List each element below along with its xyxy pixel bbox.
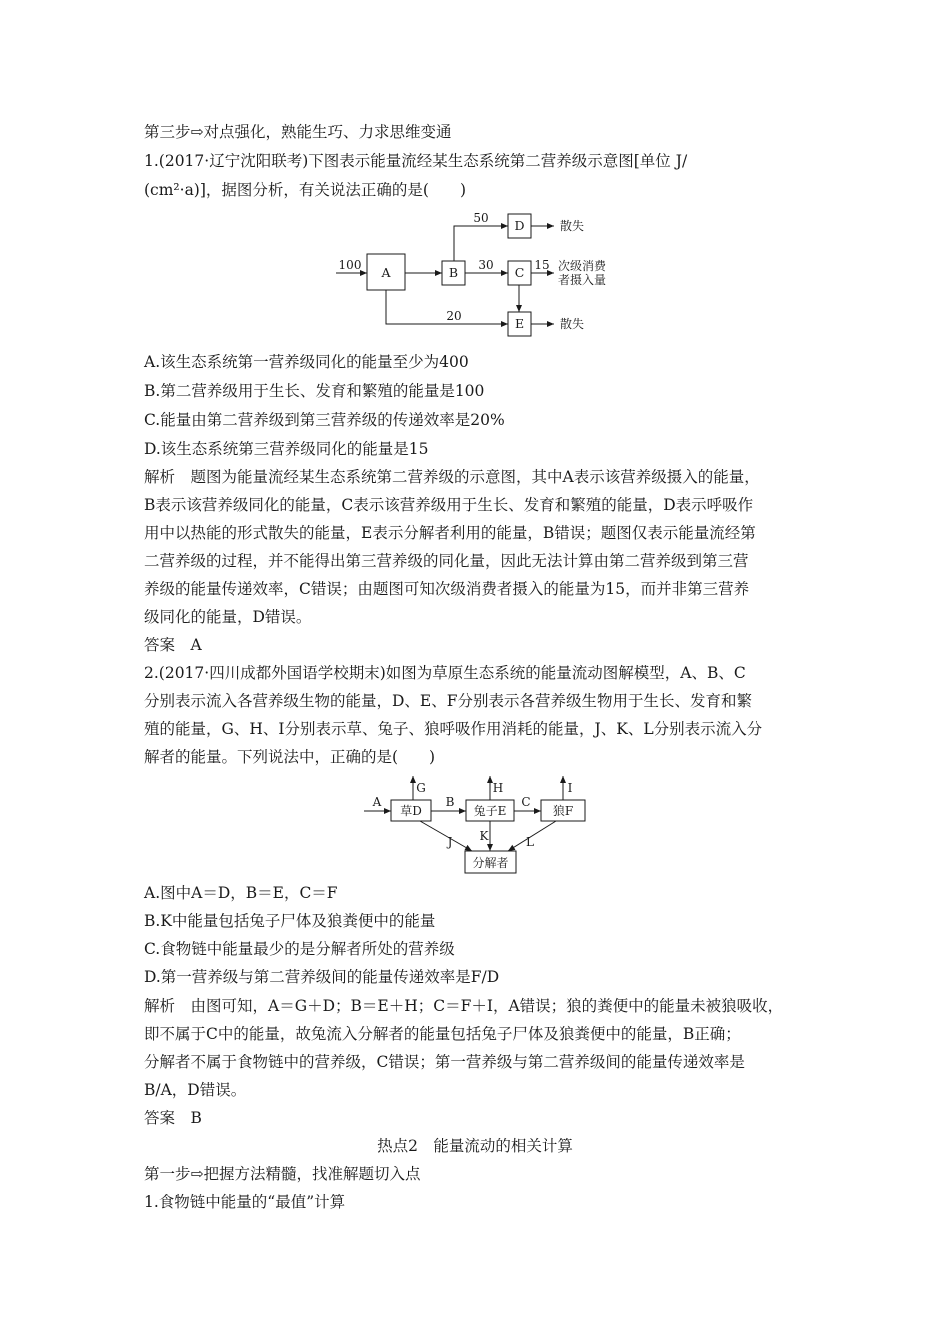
q1-stem-line-1: 1.(2017·辽宁沈阳联考)下图表示能量流经某生态系统第二营养级示意图[单位 J/ — [144, 152, 688, 170]
value-b-c: 30 — [478, 258, 494, 272]
q1-option-d: D.该生态系统第三营养级同化的能量是15 — [144, 440, 429, 458]
label-arrow-l: L — [526, 835, 534, 849]
q1-analysis-line-1: 解析 题图为能量流经某生态系统第二营养级的示意图，其中A表示该营养级摄入的能量， — [144, 468, 760, 486]
q1-analysis-line-4: 二营养级的过程，并不能得出第三营养级的同化量，因此无法计算由第二营养级到第三营 — [144, 552, 749, 570]
q2-option-c: C.食物链中能量最少的是分解者所处的营养级 — [144, 940, 455, 958]
q1-answer: 答案 A — [144, 636, 202, 654]
q2-stem-line-1: 2.(2017·四川成都外国语学校期末)如图为草原生态系统的能量流动图解模型，A、B、C — [144, 664, 746, 682]
q2-stem-line-3: 殖的能量，G、H、I分别表示草、兔子、狼呼吸作用消耗的能量，J、K、L分别表示流入分 — [144, 720, 763, 738]
label-arrow-i: I — [567, 781, 573, 795]
arrow-j — [420, 821, 472, 851]
label-arrow-g: G — [416, 781, 426, 795]
item-1-heading: 1.食物链中能量的“最值”计算 — [144, 1193, 346, 1211]
label-d: D — [514, 218, 525, 233]
q2-analysis-line-4: B/A，D错误。 — [144, 1081, 247, 1099]
value-in: 100 — [338, 258, 362, 272]
label-a: A — [381, 265, 391, 280]
arrow-b-d — [454, 226, 508, 261]
q2-answer: 答案 B — [144, 1109, 202, 1127]
q2-stem-line-4: 解者的能量。下列说法中，正确的是( ) — [144, 748, 436, 766]
hotspot-2-title: 热点2 能量流动的相关计算 — [377, 1137, 573, 1155]
q2-option-d: D.第一营养级与第二营养级间的能量传递效率是F/D — [144, 968, 500, 986]
q2-analysis-line-1: 解析 由图可知，A＝G＋D；B＝E＋H；C＝F＋I，A错误；狼的粪便中的能量未被狼吸收， — [144, 997, 784, 1015]
label-c-out-1: 次级消费 — [558, 259, 607, 273]
label-grass: 草D — [400, 804, 422, 818]
label-decomposer: 分解者 — [472, 856, 509, 870]
label-arrow-c: C — [521, 795, 531, 809]
q2-option-b: B.K中能量包括兔子尸体及狼粪便中的能量 — [144, 912, 436, 930]
value-b-d: 50 — [473, 211, 489, 225]
q1-analysis-line-2: B表示该营养级同化的能量，C表示该营养级用于生长、发育和繁殖的能量，D表示呼吸作 — [144, 496, 754, 514]
label-c: C — [514, 265, 525, 280]
q1-energy-flow-diagram — [330, 205, 630, 341]
q2-stem-line-2: 分别表示流入各营养级生物的能量，D、E、F分别表示各营养级生物用于生长、发育和繁 — [144, 692, 752, 710]
q1-option-a: A.该生态系统第一营养级同化的能量至少为400 — [144, 353, 469, 371]
label-d-dissipate: 散失 — [560, 219, 585, 233]
label-arrow-a: A — [372, 795, 382, 809]
q2-analysis-line-3: 分解者不属于食物链中的营养级，C错误；第一营养级与第二营养级间的能量传递效率是 — [144, 1053, 745, 1071]
q2-option-a: A.图中A＝D，B＝E，C＝F — [144, 884, 338, 902]
value-c-out: 15 — [534, 258, 550, 272]
label-e: E — [514, 316, 525, 331]
label-arrow-b: B — [445, 795, 455, 809]
label-rabbit: 兔子E — [473, 804, 507, 818]
label-b: B — [448, 265, 459, 280]
label-arrow-j: J — [447, 835, 453, 849]
q1-stem-line-2: (cm²·a)]，据图分析，有关说法正确的是( ) — [144, 181, 466, 199]
q1-analysis-line-5: 养级的能量传递效率，C错误；由题图可知次级消费者摄入的能量为15，而并非第三营养 — [144, 580, 750, 598]
value-a-e: 20 — [446, 309, 462, 323]
label-c-out-2: 者摄入量 — [558, 273, 607, 287]
q2-energy-flow-diagram — [360, 770, 600, 878]
q1-analysis-line-3: 用中以热能的形式散失的能量，E表示分解者利用的能量，B错误；题图仅表示能量流经第 — [144, 524, 756, 542]
q1-option-b: B.第二营养级用于生长、发育和繁殖的能量是100 — [144, 382, 485, 400]
q1-option-c: C.能量由第二营养级到第三营养级的传递效率是20% — [144, 411, 505, 429]
label-wolf: 狼F — [552, 804, 574, 818]
label-arrow-h: H — [492, 781, 504, 795]
label-e-dissipate: 散失 — [560, 317, 585, 331]
q2-analysis-line-2: 即不属于C中的能量，故兔流入分解者的能量包括兔子尸体及狼粪便中的能量，B正确； — [144, 1025, 741, 1043]
label-arrow-k: K — [479, 829, 489, 843]
q1-analysis-line-6: 级同化的能量，D错误。 — [144, 608, 312, 626]
step1-heading: 第一步⇨把握方法精髓，找准解题切入点 — [144, 1165, 421, 1183]
step3-heading: 第三步⇨对点强化，熟能生巧、力求思维变通 — [144, 123, 452, 141]
